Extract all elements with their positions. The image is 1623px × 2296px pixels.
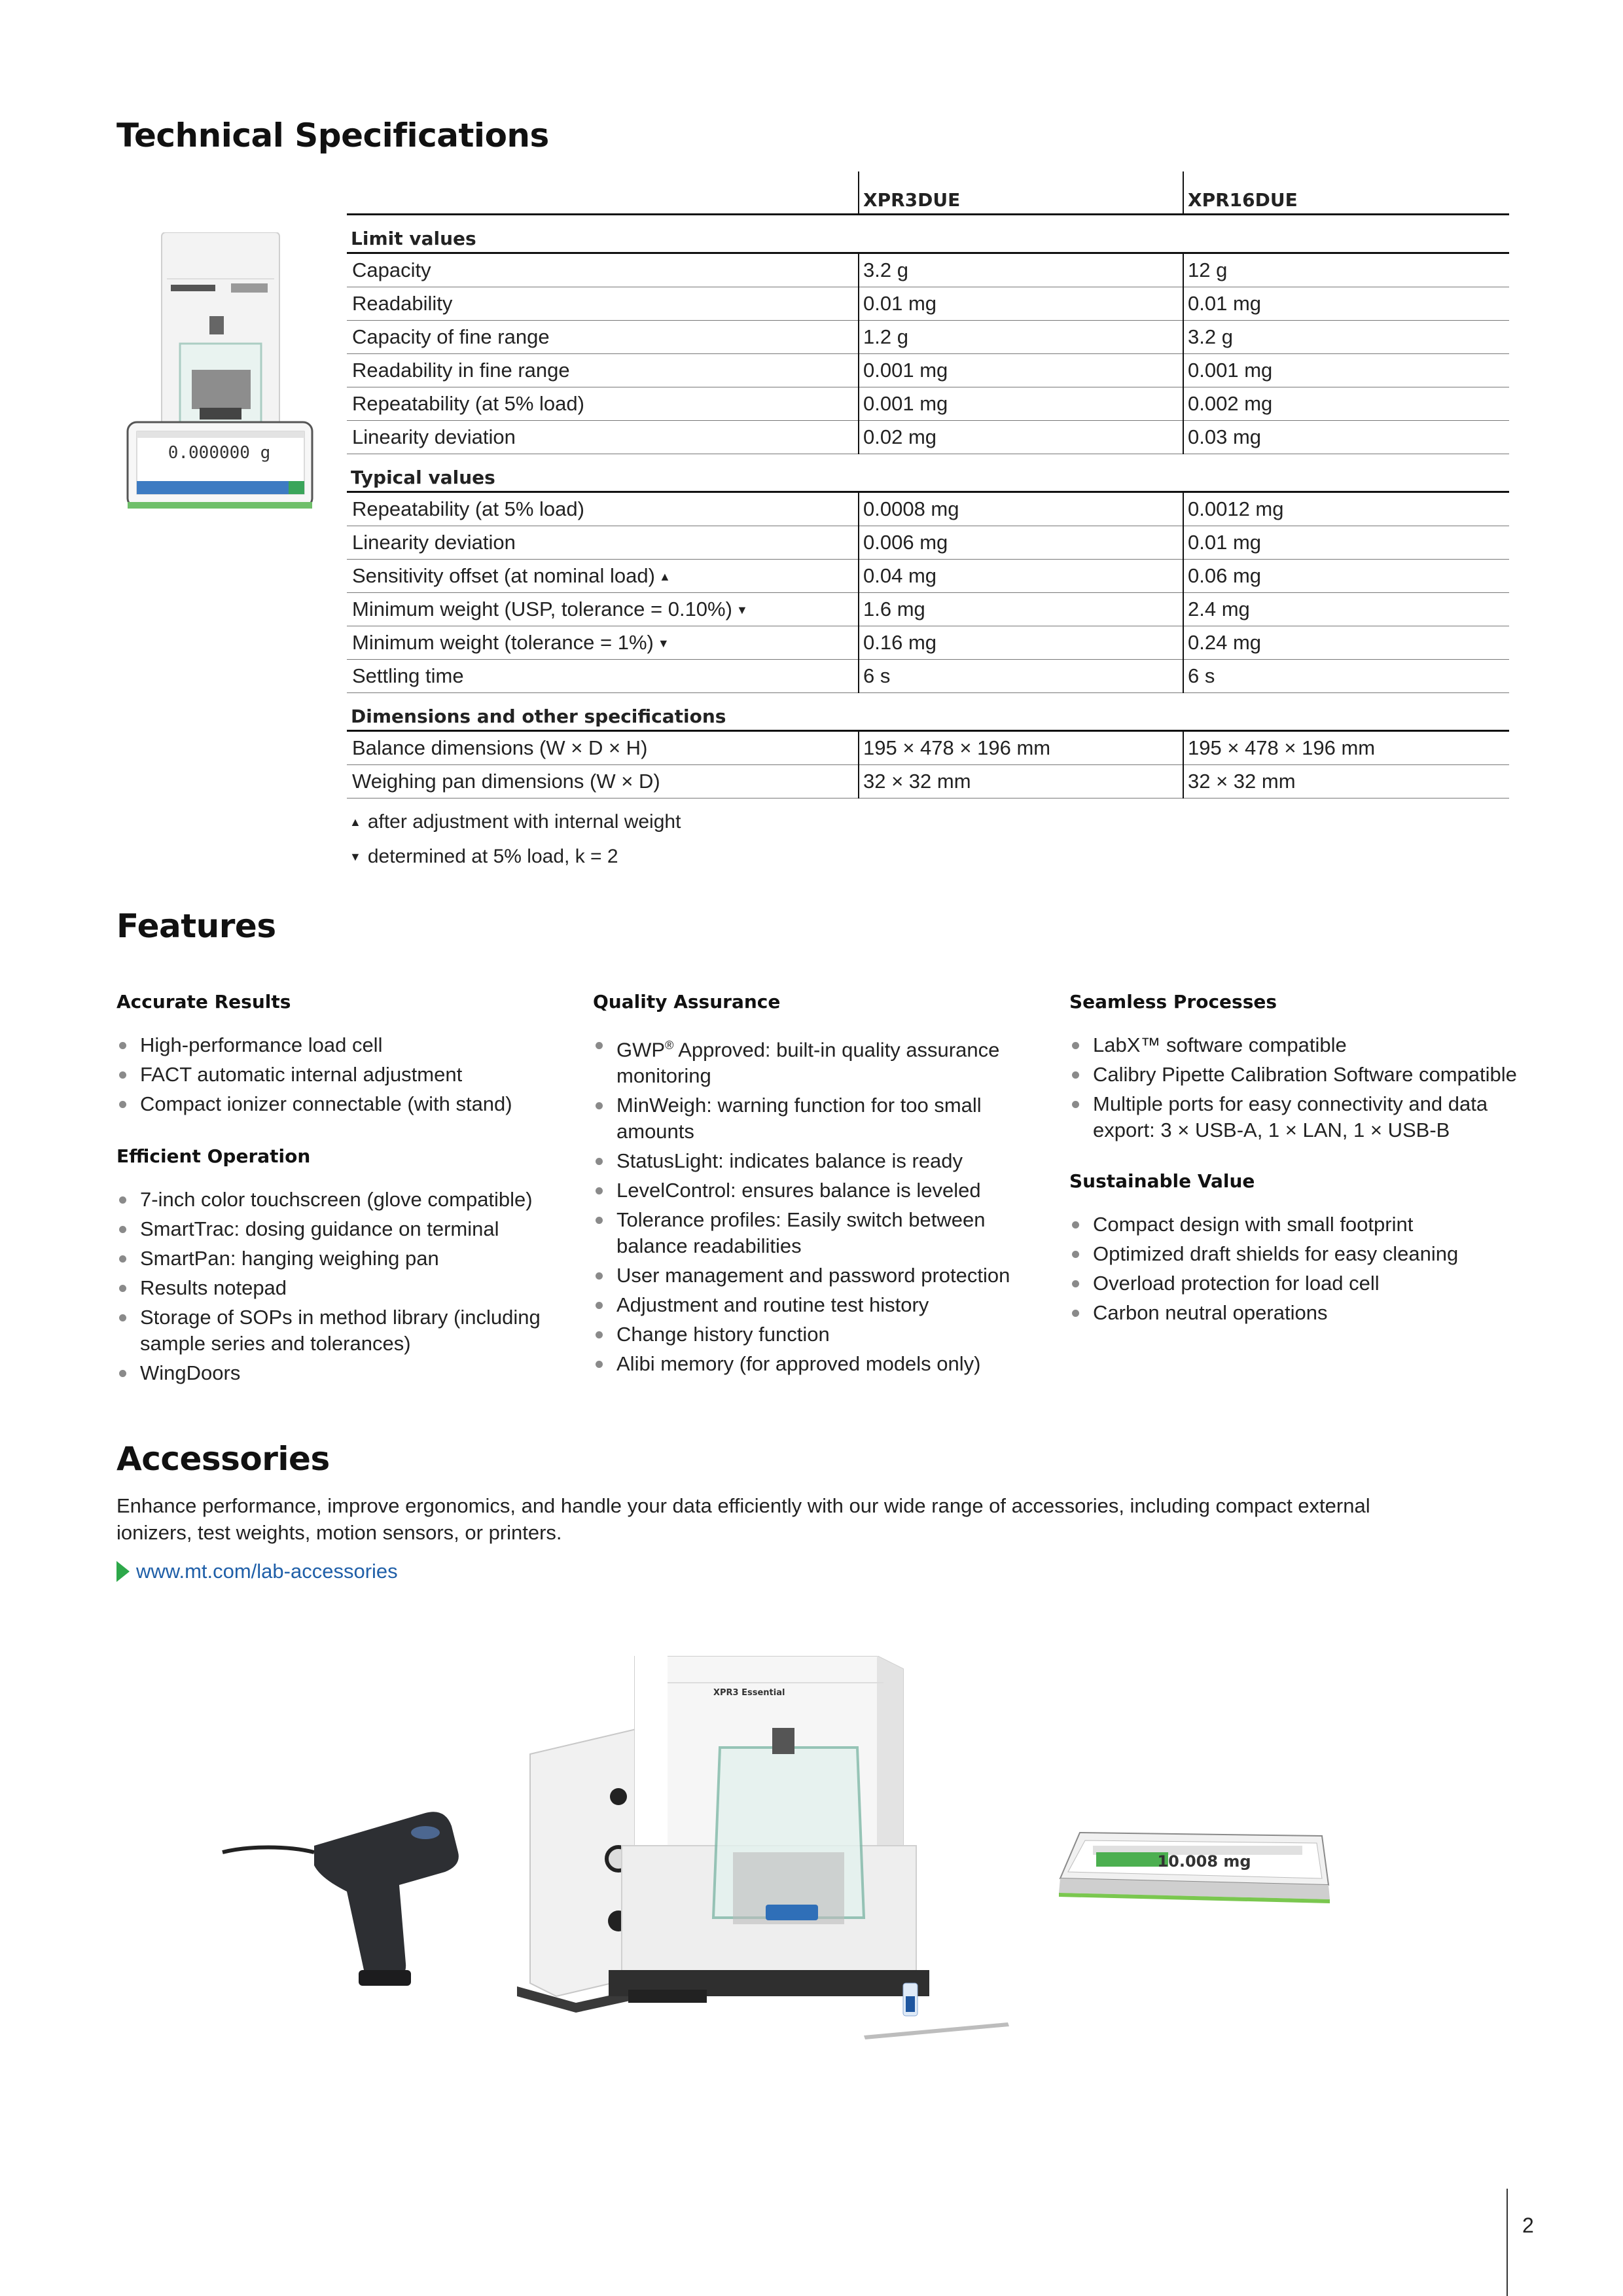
spec-value: 0.0008 mg: [859, 492, 1183, 526]
spec-label: Repeatability (at 5% load): [352, 497, 584, 520]
triangle-up-icon: ▲: [658, 570, 671, 583]
spec-value: 195 × 478 × 196 mm: [1183, 731, 1509, 765]
list-item: Tolerance profiles: Easily switch between balance readabilities: [593, 1207, 1038, 1259]
list-item: FACT automatic internal adjustment: [116, 1062, 562, 1088]
list-item: Optimized draft shields for easy cleaning: [1069, 1241, 1527, 1267]
spec-value: 3.2 g: [859, 253, 1183, 287]
sustainable-value-list: [1069, 1211, 1527, 1329]
terminal-image: [1059, 1833, 1330, 1903]
registered-mark: ®: [665, 1039, 674, 1052]
list-item: Alibi memory (for approved models only): [593, 1351, 1038, 1377]
list-item: [593, 1032, 1038, 1089]
spec-value: 0.006 mg: [859, 526, 1183, 560]
spec-label-cell: [347, 731, 859, 765]
list-item: 7-inch color touchscreen (glove compatible): [116, 1187, 562, 1213]
seamless-processes-list: [1069, 1032, 1527, 1147]
spec-label: Linearity deviation: [352, 425, 516, 448]
spec-section-row: [347, 693, 1509, 731]
triangle-down-icon: ▼: [736, 603, 748, 617]
spec-header-xpr16due: XPR16DUE: [1183, 171, 1509, 215]
balance-product-image: [121, 232, 317, 514]
table-row: [347, 765, 1509, 798]
spec-table-body: [347, 215, 1509, 798]
balance-display-readout: 0.000000 g: [168, 443, 271, 463]
spec-value: 12 g: [1183, 253, 1509, 287]
spec-label-cell: [347, 626, 859, 660]
table-row: [347, 526, 1509, 560]
spec-value: 6 s: [1183, 660, 1509, 693]
balance-label: XPR3 Essential: [713, 1688, 785, 1698]
spec-label-cell: [347, 593, 859, 626]
spec-table: [347, 171, 1509, 798]
spec-label-cell: [347, 421, 859, 454]
table-row: [347, 492, 1509, 526]
quality-assurance-list: [593, 1032, 1038, 1380]
table-row: [347, 626, 1509, 660]
list-item: LevelControl: ensures balance is leveled: [593, 1177, 1038, 1204]
list-item: Calibry Pipette Calibration Software compatible: [1069, 1062, 1527, 1088]
list-item: High-performance load cell: [116, 1032, 562, 1058]
tech-specs-title: Technical Specifications: [116, 117, 549, 154]
accessories-link[interactable]: [116, 1560, 398, 1583]
sustainable-value-title: Sustainable Value: [1069, 1170, 1255, 1192]
spec-table-header: [347, 171, 1509, 215]
spec-label: Minimum weight (USP, tolerance = 0.10%): [352, 598, 732, 620]
spec-label-cell: [347, 492, 859, 526]
accurate-results-title: Accurate Results: [116, 991, 291, 1013]
efficient-operation-list: [116, 1187, 562, 1390]
spec-value: 1.2 g: [859, 321, 1183, 354]
table-row: [347, 660, 1509, 693]
spec-value: 32 × 32 mm: [859, 765, 1183, 798]
spec-label: Settling time: [352, 664, 464, 687]
table-row: [347, 731, 1509, 765]
spec-value: 1.6 mg: [859, 593, 1183, 626]
spec-header-blank: [347, 171, 859, 215]
spec-value: 32 × 32 mm: [1183, 765, 1509, 798]
table-row: [347, 387, 1509, 421]
spec-label-cell: [347, 387, 859, 421]
spec-value: 6 s: [859, 660, 1183, 693]
list-item: User management and password protection: [593, 1263, 1038, 1289]
spec-header-xpr3due: XPR3DUE: [859, 171, 1183, 215]
features-title: Features: [116, 907, 276, 945]
spec-value: 0.01 mg: [859, 287, 1183, 321]
spec-label: Minimum weight (tolerance = 1%): [352, 631, 654, 654]
spec-value: 0.06 mg: [1183, 560, 1509, 593]
spec-value: 0.002 mg: [1183, 387, 1509, 421]
triangle-up-icon: ▲: [349, 816, 361, 829]
spec-label: Readability: [352, 292, 453, 315]
spec-label: Capacity: [352, 259, 431, 281]
spec-value: 0.001 mg: [859, 354, 1183, 387]
triangle-down-icon: ▼: [349, 850, 361, 863]
footnote-text: determined at 5% load, k = 2: [367, 846, 618, 867]
spec-label: Repeatability (at 5% load): [352, 392, 584, 415]
list-item: Carbon neutral operations: [1069, 1300, 1527, 1326]
list-item: Storage of SOPs in method library (including sample series and tolerances): [116, 1304, 562, 1357]
list-item: Compact design with small footprint: [1069, 1211, 1527, 1238]
terminal-readout: 10.008 mg: [1157, 1852, 1251, 1871]
accessories-description: Enhance performance, improve ergonomics, and handle your data efficiently with our wide range of accessories, including compact external ionizers, test weights, motion sensors, or printers.: [116, 1494, 1370, 1544]
barcode-scanner-image: [223, 1812, 459, 1986]
list-item: WingDoors: [116, 1360, 562, 1386]
spec-value: 0.001 mg: [1183, 354, 1509, 387]
table-row: [347, 421, 1509, 454]
spec-label-cell: [347, 765, 859, 798]
list-item: Overload protection for load cell: [1069, 1270, 1527, 1297]
table-row: [347, 560, 1509, 593]
table-row: [347, 253, 1509, 287]
spec-value: 0.0012 mg: [1183, 492, 1509, 526]
table-row: [347, 593, 1509, 626]
accessories-title: Accessories: [116, 1440, 330, 1478]
spec-value: 0.03 mg: [1183, 421, 1509, 454]
spec-value: 0.01 mg: [1183, 526, 1509, 560]
spec-label-cell: [347, 354, 859, 387]
footnote-down: [349, 846, 618, 868]
page-number: 2: [1522, 2214, 1534, 2237]
spec-section-title: Dimensions and other specifications: [347, 693, 1509, 731]
spec-value: 195 × 478 × 196 mm: [859, 731, 1183, 765]
spec-label: Sensitivity offset (at nominal load): [352, 564, 655, 587]
spec-section-row: [347, 454, 1509, 492]
spec-value: 0.16 mg: [859, 626, 1183, 660]
spec-section-title: Typical values: [347, 454, 1509, 492]
spec-label-cell: [347, 560, 859, 593]
table-row: [347, 354, 1509, 387]
spec-section-row: [347, 215, 1509, 253]
list-item: Compact ionizer connectable (with stand): [116, 1091, 562, 1117]
spec-value: 0.02 mg: [859, 421, 1183, 454]
gwp-description: Approved: built-in quality assurance monitoring: [616, 1038, 1000, 1088]
accurate-results-list: [116, 1032, 562, 1121]
triangle-down-icon: ▼: [657, 637, 669, 650]
spec-label-cell: [347, 253, 859, 287]
spec-value: 0.01 mg: [1183, 287, 1509, 321]
list-item: Adjustment and routine test history: [593, 1292, 1038, 1318]
list-item: MinWeigh: warning function for too small amounts: [593, 1092, 1038, 1145]
table-row: [347, 287, 1509, 321]
spec-label: Capacity of fine range: [352, 325, 550, 348]
seamless-processes-title: Seamless Processes: [1069, 991, 1277, 1013]
spec-label-cell: [347, 287, 859, 321]
list-item: Multiple ports for easy connectivity and data export: 3 × USB-A, 1 × LAN, 1 × USB-B: [1069, 1091, 1527, 1143]
list-item: StatusLight: indicates balance is ready: [593, 1148, 1038, 1174]
quality-assurance-title: Quality Assurance: [593, 991, 781, 1013]
spec-value: 3.2 g: [1183, 321, 1509, 354]
spec-section-title: Limit values: [347, 215, 1509, 253]
spec-label: Linearity deviation: [352, 531, 516, 554]
main-balance-image: [609, 1656, 929, 2003]
arrow-right-icon: [116, 1561, 130, 1582]
spec-value: 2.4 mg: [1183, 593, 1509, 626]
footnote-up: [349, 811, 681, 833]
spec-label: Weighing pan dimensions (W × D): [352, 770, 660, 793]
spec-label: Balance dimensions (W × D × H): [352, 736, 648, 759]
efficient-operation-title: Efficient Operation: [116, 1145, 311, 1167]
spec-value: 0.001 mg: [859, 387, 1183, 421]
product-photo: [209, 1656, 1348, 2055]
list-item: Change history function: [593, 1321, 1038, 1348]
spec-label: Readability in fine range: [352, 359, 570, 382]
footnote-text: after adjustment with internal weight: [367, 811, 681, 833]
accessories-link-text: www.mt.com/lab-accessories: [136, 1560, 398, 1583]
spec-value: 0.04 mg: [859, 560, 1183, 593]
list-item: LabX™ software compatible: [1069, 1032, 1527, 1058]
table-row: [347, 321, 1509, 354]
page-number-rule: [1507, 2189, 1508, 2296]
spec-label-cell: [347, 321, 859, 354]
list-item: SmartTrac: dosing guidance on terminal: [116, 1216, 562, 1242]
list-item: Results notepad: [116, 1275, 562, 1301]
spec-label-cell: [347, 660, 859, 693]
gwp-brand: GWP: [616, 1038, 666, 1062]
spec-value: 0.24 mg: [1183, 626, 1509, 660]
list-item: SmartPan: hanging weighing pan: [116, 1246, 562, 1272]
spec-label-cell: [347, 526, 859, 560]
